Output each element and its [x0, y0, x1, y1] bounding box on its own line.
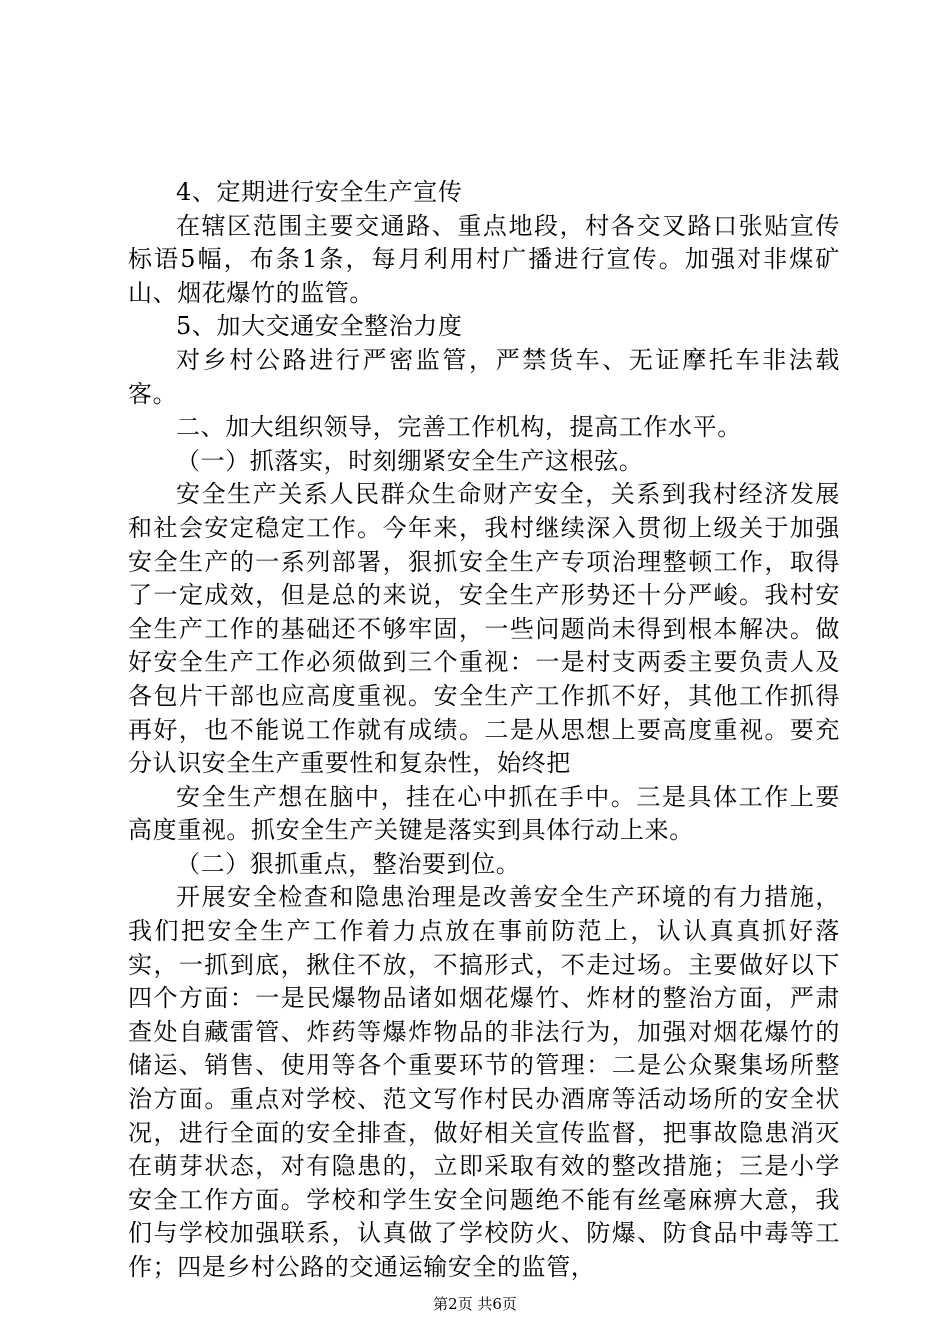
page-footer [0, 1294, 950, 1314]
subsection-heading: （一）抓落实，时刻绷紧安全生产这根弦。 [176, 446, 644, 475]
paragraph: 在辖区范围主要交通路、重点地段，村各交叉路口张贴宣传标语5幅，布条1条，每月利用村广播进行宣传。加强对非煤矿山、烟花爆竹的监管。 [128, 211, 840, 307]
section-heading: 二、加大组织领导，完善工作机构，提高工作水平。 [176, 413, 742, 442]
paragraph: 对乡村公路进行严密监管，严禁货车、无证摩托车非法载客。 [128, 345, 840, 408]
subsection-heading: （二）狠抓重点，整治要到位。 [176, 849, 521, 878]
paragraph: 安全生产想在脑中，挂在心中抓在手中。三是具体工作上要高度重视。抓安全生产关键是落实到具体行动上来。 [128, 782, 840, 845]
paragraph: 开展安全检查和隐患治理是改善安全生产环境的有力措施，我们把安全生产工作着力点放在事前防范上，认认真真抓好落实，一抓到底，揪住不放，不搞形式，不走过场。主要做好以下四个方面：一是民爆物品诸如烟花爆竹、炸材的整治方面，严肃查处自藏雷管、炸药等爆炸物品的非法行为，加强对烟花爆竹的储运、销售、使用等各个重要环节的管理：二是公众聚集场所整治方面。重点对学校、范文写作村民办酒席等活动场所的安全状况，进行全面的安全排查，做好相关宣传监督，把事故隐患消灭在萌芽状态，对有隐患的，立即采取有效的整改措施；三是小学安全工作方面。学校和学生安全问题绝不能有丝毫麻痹大意，我们与学校加强联系，认真做了学校防火、防爆、防食品中毒等工作；四是乡村公路的交通运输安全的监管， [128, 883, 840, 1281]
document-body [128, 176, 840, 1285]
page-indicator: 第2页 共6页 [433, 1295, 517, 1313]
paragraph: 安全生产关系人民群众生命财产安全，关系到我村经济发展和社会安定稳定工作。今年来，我村继续深入贯彻上级关于加强安全生产的一系列部署，狠抓安全生产专项治理整顿工作，取得了一定成效，但是总的来说，安全生产形势还十分严峻。我村安全生产工作的基础还不够牢固，一些问题尚未得到根本解决。做好安全生产工作必须做到三个重视：一是村支两委主要负责人及各包片干部也应高度重视。安全生产工作抓不好，其他工作抓得再好，也不能说工作就有成绩。二是从思想上要高度重视。要充分认识安全生产重要性和复杂性，始终把 [128, 480, 840, 778]
list-item-heading-5: 5、加大交通安全整治力度 [176, 312, 463, 341]
list-item-heading-4: 4、定期进行安全生产宣传 [176, 178, 463, 206]
